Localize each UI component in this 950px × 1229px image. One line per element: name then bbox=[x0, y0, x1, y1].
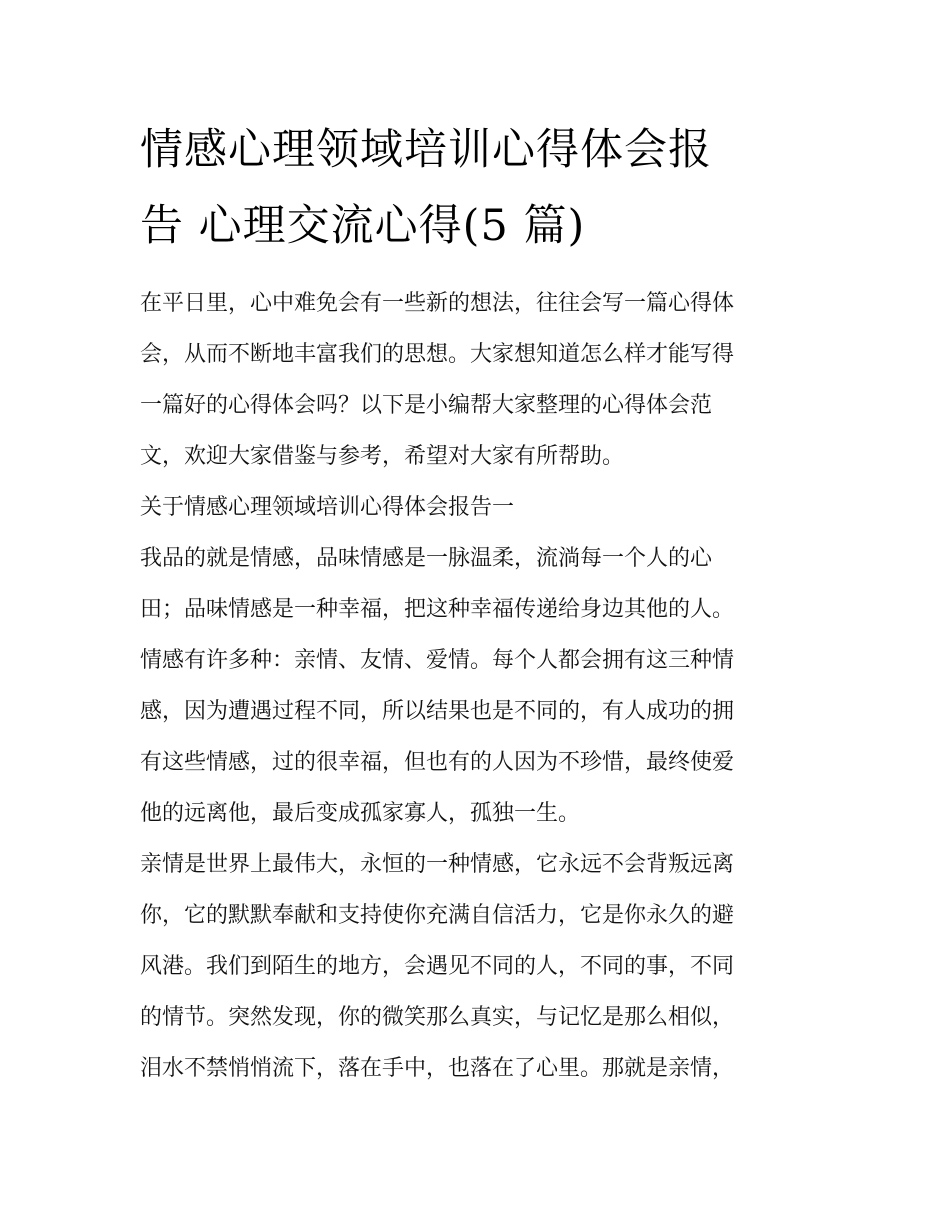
text-line: 感，因为遭遇过程不同，所以结果也是不同的，有人成功的拥 bbox=[140, 699, 735, 724]
body-paragraph-1 bbox=[140, 533, 820, 839]
text-line: 会，从而不断地丰富我们的思想。大家想知道怎么样才能写得 bbox=[140, 342, 735, 367]
text-line: 的情节。突然发现，你的微笑那么真实，与记忆是那么相似， bbox=[140, 1005, 735, 1030]
text-line: 文，欢迎大家借鉴与参考，希望对大家有所帮助。 bbox=[140, 444, 625, 469]
text-line: 田；品味情感是一种幸福，把这种幸福传递给身边其他的人。 bbox=[140, 597, 735, 622]
text-line: 在平日里，心中难免会有一些新的想法，往往会写一篇心得体 bbox=[140, 291, 735, 316]
body-paragraph-2 bbox=[140, 839, 820, 1094]
text-line: 你，它的默默奉献和支持使你充满自信活力，它是你永久的避 bbox=[140, 903, 735, 928]
text-line: 一篇好的心得体会吗？以下是小编帮大家整理的心得体会范 bbox=[140, 393, 713, 418]
text-line: 情感有许多种：亲情、友情、爱情。每个人都会拥有这三种情 bbox=[140, 648, 735, 673]
intro-paragraph bbox=[140, 278, 820, 482]
text-line: 泪水不禁悄悄流下，落在手中，也落在了心里。那就是亲情， bbox=[140, 1056, 735, 1081]
title-line: 告 心理交流心得(5 篇) bbox=[140, 201, 586, 251]
text-line: 有这些情感，过的很幸福，但也有的人因为不珍惜，最终使爱 bbox=[140, 750, 735, 775]
text-line: 我品的就是情感，品味情感是一脉温柔，流淌每一个人的心 bbox=[140, 546, 713, 571]
document-body bbox=[140, 112, 820, 1094]
section-heading-text: 关于情感心理领域培训心得体会报告一 bbox=[140, 495, 515, 520]
section-heading bbox=[140, 482, 820, 533]
text-line: 风港。我们到陌生的地方，会遇见不同的人，不同的事，不同 bbox=[140, 954, 735, 979]
document-title bbox=[140, 112, 820, 264]
text-line: 他的远离他，最后变成孤家寡人，孤独一生。 bbox=[140, 801, 581, 826]
title-line: 情感心理领域培训心得体会报 bbox=[140, 125, 712, 175]
text-line: 亲情是世界上最伟大，永恒的一种情感，它永远不会背叛远离 bbox=[140, 852, 735, 877]
